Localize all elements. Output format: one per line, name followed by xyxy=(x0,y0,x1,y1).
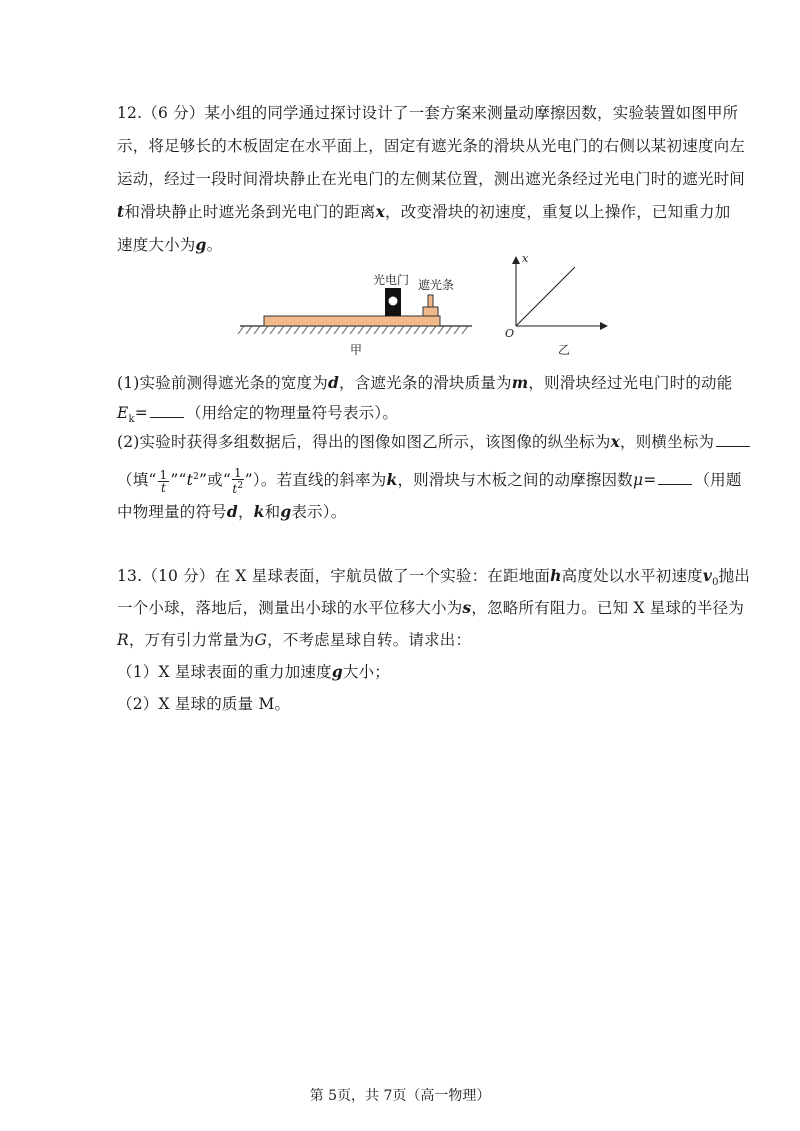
text: 速度大小为 xyxy=(117,236,196,254)
var-k: k xyxy=(386,470,398,490)
text: 一个小球，落地后，测量出小球的水平位移大小为 xyxy=(117,599,463,617)
q12-line-3: 运动，经过一段时间滑块静止在光电门的左侧某位置，测出遮光条经过光电门时的遮光时间 xyxy=(117,170,746,188)
caption-yi: 乙 xyxy=(558,343,571,357)
frac-1-over-t xyxy=(158,469,170,494)
var-g: g xyxy=(280,502,292,521)
frac-den-t: t xyxy=(232,482,238,497)
answer-blank-abscissa[interactable] xyxy=(716,432,750,447)
var-g: g xyxy=(195,235,207,254)
text: （填“ xyxy=(117,471,157,490)
var-x: x xyxy=(610,432,621,451)
label-strip: 遮光条 xyxy=(418,278,455,292)
var-t: t xyxy=(117,202,125,221)
var-v: v xyxy=(702,566,713,585)
var-k: k xyxy=(253,502,265,521)
label-photogate: 光电门 xyxy=(373,273,410,287)
text: ，则滑块与木板之间的动摩擦因数 xyxy=(397,471,633,490)
var-h: h xyxy=(550,566,562,585)
q12-part2-line-2 xyxy=(117,462,742,497)
page-footer: 第 5页，共 7页（高一物理） xyxy=(309,1088,491,1104)
var-mu: μ xyxy=(632,471,644,490)
text: 13.（10 分）在 X 星球表面，宇航员做了一个实验：在距地面 xyxy=(117,567,551,585)
var-g: g xyxy=(331,662,343,681)
var-t2: t xyxy=(186,471,194,490)
q12-part1-line-1 xyxy=(117,373,733,393)
q13-sub-1 xyxy=(117,662,700,682)
text: 抛出 xyxy=(718,567,751,585)
text: 和滑块静止时遮光条到光电门的距离 xyxy=(124,203,376,221)
text: ，含遮光条的滑块质量为 xyxy=(339,374,512,392)
q12-part2-line-1 xyxy=(117,432,715,452)
text: 大小； xyxy=(342,663,390,681)
x-graph xyxy=(512,256,608,330)
q13-sub-2: （2）X 星球的质量 M。 xyxy=(117,695,291,713)
frac-num: 1 xyxy=(159,467,168,482)
sup: 2 xyxy=(193,472,199,482)
frac-num: 1 xyxy=(233,466,242,481)
q12-part2-line-3 xyxy=(117,502,700,522)
text: ，忽略所有阻力。已知 X 星球的半径为 xyxy=(471,599,745,617)
text: ，不考虑星球自转。请求出： xyxy=(267,631,472,649)
sup: 2 xyxy=(237,481,244,492)
text: (1)实验前测得遮光条的宽度为 xyxy=(117,374,328,392)
var-ek: E xyxy=(117,404,129,422)
ground xyxy=(238,326,472,334)
q12-line-4 xyxy=(117,202,731,222)
answer-blank-mu[interactable] xyxy=(658,470,692,485)
text: ， xyxy=(237,503,254,521)
q13-line-1 xyxy=(117,566,751,593)
graph-axis-y-label: x xyxy=(522,252,529,265)
var-d: d xyxy=(226,502,238,521)
frac-1-over-t2 xyxy=(232,467,244,495)
text: (2)实验时获得多组数据后，得出的图像如图乙所示，该图像的纵坐标为 xyxy=(117,433,611,451)
text: 和 xyxy=(264,503,281,521)
caption-jia: 甲 xyxy=(350,343,363,357)
photogate xyxy=(385,288,401,316)
var-d: d xyxy=(327,373,340,392)
text: 中物理量的符号 xyxy=(117,503,227,521)
text: ”“ xyxy=(170,471,187,490)
text: = xyxy=(134,404,148,422)
frac-den: t xyxy=(160,480,166,495)
wooden-board xyxy=(264,316,440,326)
text: 高度处以水平初速度 xyxy=(561,567,703,585)
text: ，则滑块经过光电门时的动能 xyxy=(528,374,733,392)
text: = xyxy=(643,471,657,490)
var-G: G xyxy=(254,631,268,649)
q13-line-2 xyxy=(117,598,745,618)
text: 。 xyxy=(206,236,223,254)
text: ，万有引力常量为 xyxy=(128,631,255,649)
var-s: s xyxy=(462,598,472,617)
slider-block xyxy=(423,295,438,316)
q12-line-1: 12.（6 分）某小组的同学通过探讨设计了一套方案来测量动摩擦因数，实验装置如图甲所 xyxy=(117,104,739,122)
var-m: m xyxy=(511,373,529,392)
text: （用题 xyxy=(694,471,742,490)
q13-line-3 xyxy=(117,630,700,650)
text: ，改变滑块的初速度，重复以上操作，已知重力加 xyxy=(385,203,731,221)
text: ”或“ xyxy=(199,471,231,490)
experiment-figure xyxy=(230,250,620,360)
var-x: x xyxy=(375,202,386,221)
text: ”）。若直线的斜率为 xyxy=(244,471,387,490)
text: （1）X 星球表面的重力加速度 xyxy=(117,663,332,681)
var-v-sub: 0 xyxy=(712,577,719,589)
graph-line xyxy=(516,267,575,326)
var-r: R xyxy=(117,631,129,649)
frac-den xyxy=(232,480,243,495)
answer-blank-ek[interactable] xyxy=(150,403,184,418)
text: ，则横坐标为 xyxy=(620,433,715,451)
q12-line-2: 示，将足够长的木板固定在水平面上，固定有遮光条的滑块从光电门的右侧以某初速度向左 xyxy=(117,137,746,155)
graph-origin-label: O xyxy=(505,327,515,340)
text: 表示）。 xyxy=(291,503,347,521)
text: （用给定的物理量符号表示）。 xyxy=(185,404,399,422)
q12-part1-line-2 xyxy=(117,403,700,430)
var-ek-sub: k xyxy=(128,414,135,426)
